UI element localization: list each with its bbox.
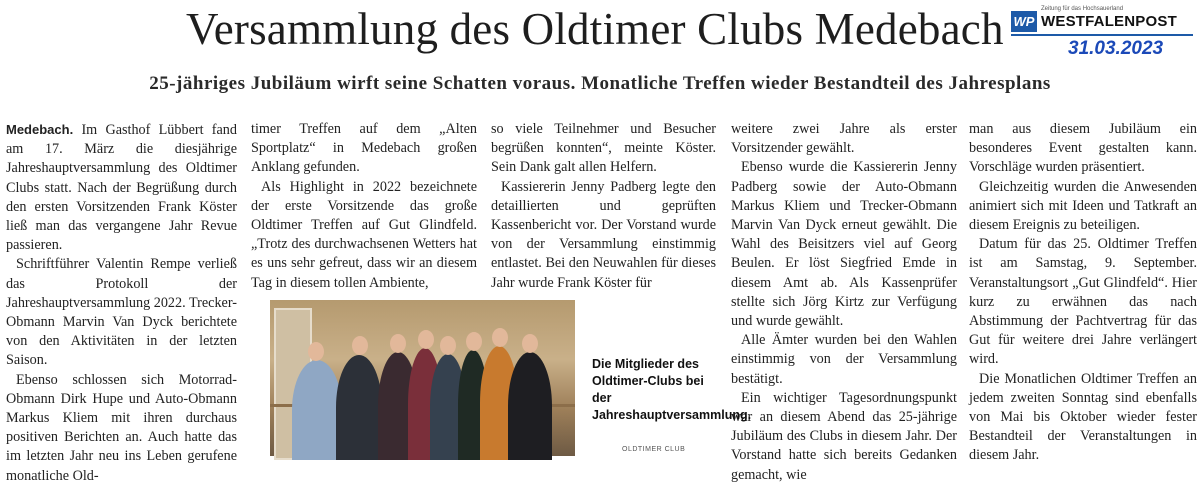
photo-head [308,342,324,361]
paragraph: Ein wichtiger Tagesordnungspunkt war an diesem Abend das 25-jährige Jubiläum des Clubs in diesem Jahr. Der Vorstand hatte sich bereits Gedanken gemacht, wie [731,389,957,483]
photo-credit: OLDTIMER CLUB [622,446,686,453]
paragraph: Alle Ämter wurden bei den Wahlen einstimmig von der Versammlung bestätigt. [731,332,957,387]
newspaper-masthead [1008,6,1198,66]
paragraph: Kassiererin Jenny Padberg legte den detaillierten und geprüften Kassenbericht vor. Der Vorstand wurde von der Versammlung einstimmig entlastet. Bei den Neuwahlen für dieses Jahr wurde Frank Köster für [491,178,716,291]
paragraph-text: Im Gasthof Lübbert fand am 17. März die diesjährige Jahreshauptversammlung des Oldtimer Clubs statt. Nach der Begrüßung durch den ersten Vorsitzenden Frank Köster ließ man das vergangene Jahr Revue passieren. [6,122,237,254]
paragraph: Datum für das 25. Oldtimer Treffen ist am Samstag, 9. September. Veranstaltungsort „Gut Glindfeld“. Hier kurz zu erwähnen das nach Abstimmung der Pachtvertrag für das Gut für weitere drei Jahre verlängert wird. [969,236,1197,368]
photo-head [440,336,456,355]
paragraph: Die Monatlichen Oldtimer Treffen an jedem zweiten Sonntag sind ebenfalls von Mai bis Oktober wieder fester Bestandteil der Veranstaltungen in diesem Jahr. [969,370,1197,464]
masthead-rule [1011,34,1193,36]
article-column-3 [491,120,716,290]
paragraph: Ebenso wurde die Kassiererin Jenny Padberg sowie der Auto-Obmann Markus Kliem und Trecker-Obmann Marvin Van Dyck erneut gewählt. Die Wahl des Beisitzers viel auf Georg Beulen. Er löst Siegfried Emde in diesem Amt ab. Als Kassenprüfer stellte sich Jörg Kirtz zur Verfügung und wurde gewählt. [731,159,957,330]
group-photo [270,300,575,456]
paragraph: Ebenso schlossen sich Motorrad-Obmann Dirk Hupe und Auto-Obmann Markus Kliem mit ihren durchaus positiven Berichten an. Auch hatte das im letzten Jahr neu ins Leben gerufene monatliche Old- [6,371,237,484]
photo-head [352,336,368,355]
article-column-2 [251,120,477,290]
dateline: Medebach. [6,122,74,137]
paragraph [6,120,237,255]
paragraph: Schriftführer Valentin Rempe verließ das Protokoll der Jahreshauptversammlung 2022. Trecker-Obmann Marvin Van Dyck berichtete von den Aktivitäten in der letzten Saison. [6,256,238,369]
photo-head [466,332,482,351]
photo-head [522,334,538,353]
publication-date: 31.03.2023 [1068,38,1164,59]
paragraph: so viele Teilnehmer und Besucher begrüßen konnten“, meinte Köster. Sein Dank galt allen Helfern. [491,121,716,176]
paragraph: Als Highlight in 2022 bezeichnete der erste Vorsitzende das große Oldtimer Treffen auf Gut Glindfeld. „Trotz des durchwachsenen Wetters hat es uns sehr gefreut, dass wir an diesem Tag in diesem tollen Ambiente, [251,178,477,291]
photo-person [508,352,552,460]
photo-person [292,360,342,460]
photo-head [418,330,434,349]
photo-head [492,328,508,347]
westfalenpost-logo: WP [1011,11,1037,32]
paragraph: weitere zwei Jahre als erster Vorsitzender gewählt. [731,121,957,157]
article-column-1 [6,120,238,484]
article-column-5 [969,120,1197,464]
article-column-4 [731,120,957,483]
masthead-name: WESTFALENPOST [1041,13,1177,30]
paragraph: Gleichzeitig wurden die Anwesenden animiert sich mit Ideen und Tatkraft an diesem Ereignis zu beteiligen. [969,178,1197,234]
paragraph: timer Treffen auf dem „Alten Sportplatz“ in Medebach großen Anklang gefunden. [251,121,477,176]
headline: Versammlung des Oldtimer Clubs Medebach [186,4,1004,54]
subheadline: 25-jähriges Jubiläum wirft seine Schatten voraus. Monatliche Treffen wieder Bestandteil des Jahresplans [149,73,1051,94]
paragraph: man aus diesem Jubiläum ein besonderes Event gestalten kann. Vorschläge wurden präsentiert. [969,121,1197,176]
photo-person [336,355,382,460]
masthead-tagline: Zeitung für das Hochsauerland [1041,6,1124,12]
photo-caption: Die Mitglieder des Oldtimer-Clubs bei der Jahreshauptversammlung. [592,357,752,422]
photo-head [390,334,406,353]
